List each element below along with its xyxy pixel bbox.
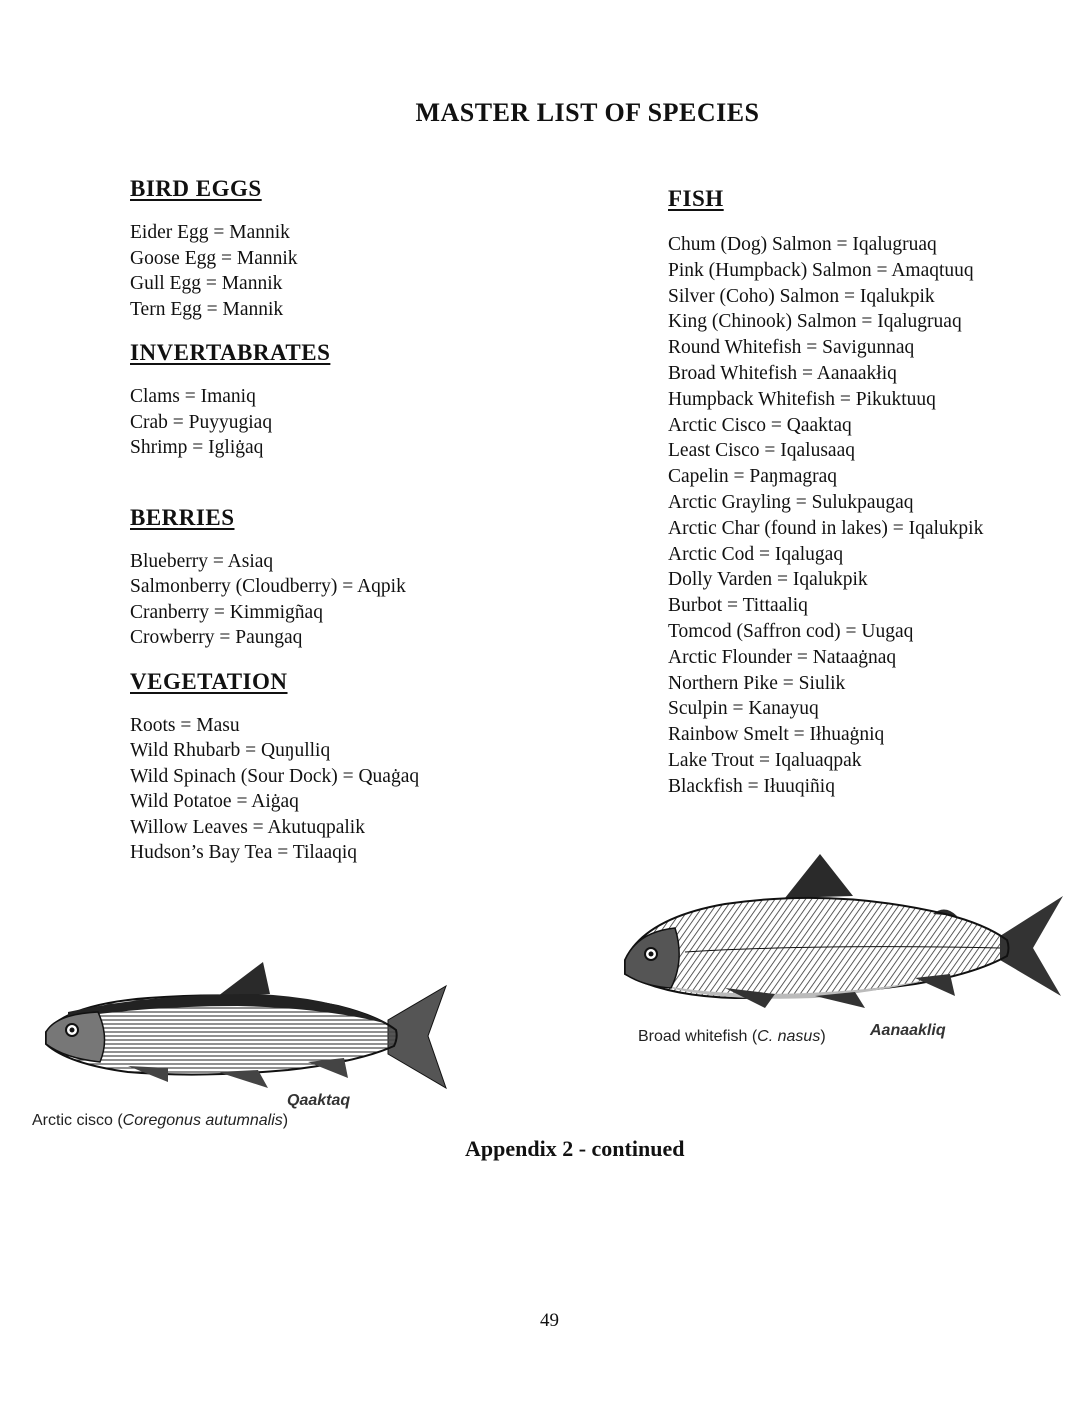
list-item: Capelin = Paŋmagraq xyxy=(668,466,838,488)
vegetation-list xyxy=(130,713,550,866)
berries-list xyxy=(130,549,550,651)
list-item: Pink (Humpback) Salmon = Amaqtuuq xyxy=(668,259,974,281)
arctic-cisco-native-name: Qaaktaq xyxy=(287,1092,351,1109)
caption-common-name: Arctic cisco ( xyxy=(32,1112,123,1129)
list-item: Lake Trout = Iqaluaqpak xyxy=(668,749,862,771)
section-berries xyxy=(130,505,550,651)
section-heading-fish: FISH xyxy=(668,186,724,211)
section-bird-eggs xyxy=(130,176,550,322)
list-item: Northern Pike = Siulik xyxy=(668,672,846,694)
page-title: MASTER LIST OF SPECIES xyxy=(415,98,760,127)
list-item: Chum (Dog) Salmon = Iqalugruaq xyxy=(668,234,937,255)
list-item: Clams = Imaniq xyxy=(130,386,256,407)
list-item: Arctic Cisco = Qaaktaq xyxy=(668,414,852,436)
list-item: Silver (Coho) Salmon = Iqalukpik xyxy=(668,285,935,307)
section-heading-berries: BERRIES xyxy=(130,504,235,530)
arctic-cisco-caption xyxy=(32,1112,288,1130)
section-invertebrates xyxy=(130,340,550,461)
list-item: Dolly Varden = Iqalukpik xyxy=(668,569,868,591)
invertebrates-list xyxy=(130,384,550,461)
list-item: Rainbow Smelt = Iłhuaġniq xyxy=(668,724,885,746)
fish-list xyxy=(668,232,1068,800)
list-item: Cranberry = Kimmigñaq xyxy=(130,601,323,623)
list-item: Willow Leaves = Akutuqpalik xyxy=(130,816,365,838)
list-item: King (Chinook) Salmon = Iqalugruaq xyxy=(668,311,962,333)
list-item: Crab = Puyyugiaq xyxy=(130,411,273,433)
list-item: Humpback Whitefish = Pikuktuuq xyxy=(668,388,936,410)
left-column xyxy=(130,176,550,884)
list-item: Goose Egg = Mannik xyxy=(130,247,298,269)
list-item: Arctic Char (found in lakes) = Iqalukpik xyxy=(668,517,984,539)
broad-whitefish-illustration xyxy=(615,848,1065,1018)
broad-whitefish-caption xyxy=(638,1028,826,1046)
page-number: 49 xyxy=(540,1310,559,1331)
section-heading-vegetation: VEGETATION xyxy=(130,668,288,694)
list-item: Wild Potatoe = Aiġaq xyxy=(130,791,299,812)
fish-column xyxy=(668,186,1068,800)
list-item: Hudson’s Bay Tea = Tilaaqiq xyxy=(130,842,358,863)
list-item: Broad Whitefish = Aanaakłiq xyxy=(668,362,897,384)
arctic-cisco-illustration xyxy=(38,958,458,1098)
list-item: Tern Egg = Mannik xyxy=(130,298,284,320)
list-item: Arctic Grayling = Sulukpaugaq xyxy=(668,491,914,513)
caption-scientific-name: Coregonus autumnalis xyxy=(122,1112,283,1129)
list-item: Arctic Flounder = Nataaġnaq xyxy=(668,646,897,668)
list-item: Blackfish = Iłuuqiñiq xyxy=(668,775,835,797)
list-item: Eider Egg = Mannik xyxy=(130,222,290,243)
list-item: Blueberry = Asiaq xyxy=(130,550,274,572)
caption-scientific-name: C. nasus xyxy=(757,1028,821,1045)
list-item: Burbot = Tittaaliq xyxy=(668,595,808,617)
list-item: Gull Egg = Mannik xyxy=(130,273,283,294)
list-item: Tomcod (Saffron cod) = Uugaq xyxy=(668,620,914,642)
appendix-label: Appendix 2 - continued xyxy=(465,1136,685,1161)
broad-whitefish-native-name: Aanaakliq xyxy=(870,1022,946,1039)
list-item: Least Cisco = Iqalusaaq xyxy=(668,440,855,462)
section-heading-bird-eggs: BIRD EGGS xyxy=(130,176,262,201)
caption-common-name: Broad whitefish ( xyxy=(638,1028,758,1045)
list-item: Shrimp = Igliġaq xyxy=(130,437,264,458)
list-item: Round Whitefish = Savigunnaq xyxy=(668,337,915,359)
list-item: Arctic Cod = Iqalugaq xyxy=(668,543,844,565)
list-item: Roots = Masu xyxy=(130,714,240,736)
caption-close: ) xyxy=(282,1112,289,1129)
list-item: Crowberry = Paungaq xyxy=(130,627,303,648)
caption-close: ) xyxy=(820,1028,826,1045)
list-item: Salmonberry (Cloudberry) = Aqpik xyxy=(130,576,406,597)
section-vegetation xyxy=(130,669,550,866)
list-item: Wild Rhubarb = Quŋulliq xyxy=(130,740,331,761)
list-item: Wild Spinach (Sour Dock) = Quaġaq xyxy=(130,765,420,787)
list-item: Sculpin = Kanayuq xyxy=(668,698,819,720)
bird-eggs-list xyxy=(130,220,550,322)
section-heading-invertebrates: INVERTABRATES xyxy=(130,340,331,365)
